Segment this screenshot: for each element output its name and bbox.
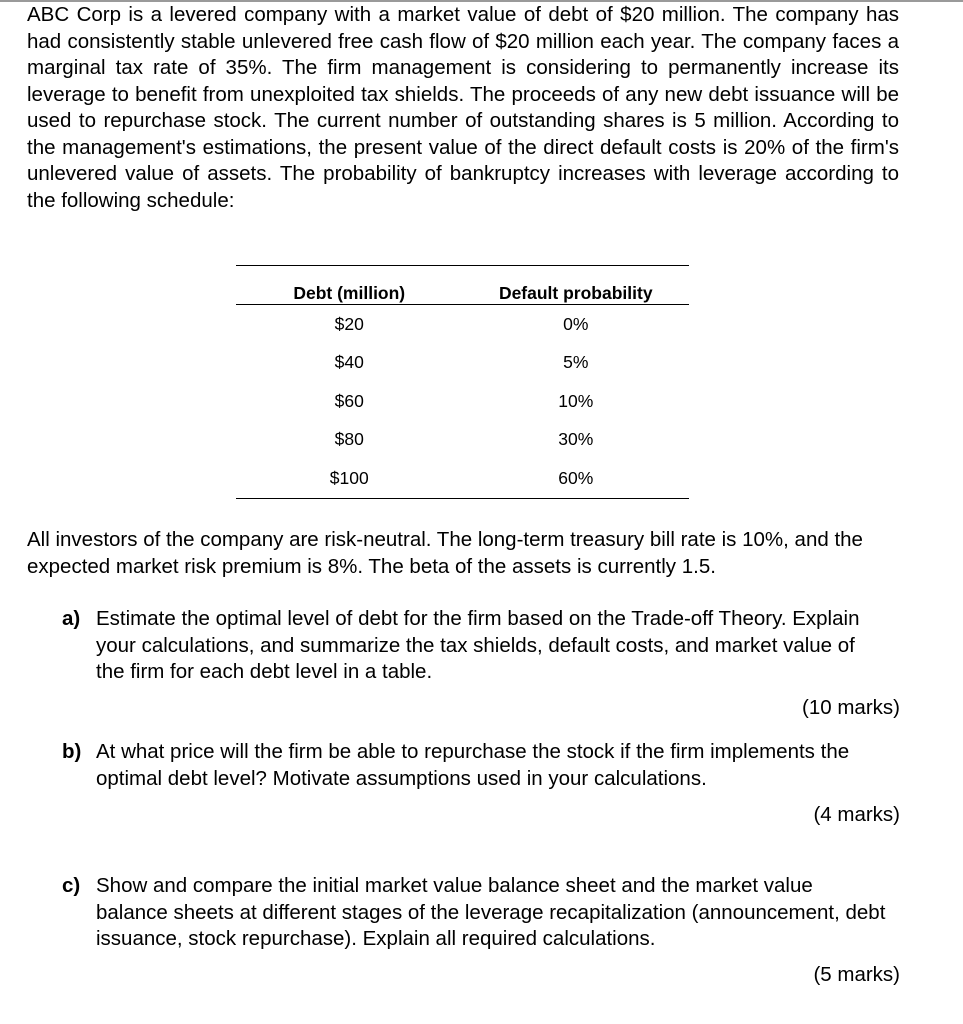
question-c-marks: (5 marks)	[813, 962, 900, 986]
question-c	[62, 873, 900, 988]
schedule-table	[236, 266, 689, 498]
question-b	[62, 739, 900, 829]
question-a	[62, 606, 900, 721]
question-a-letter: a)	[62, 607, 81, 630]
table-row	[236, 344, 689, 383]
table-row	[236, 459, 689, 498]
debt-cell: $60	[334, 390, 364, 411]
question-c-text: Show and compare the initial market value balance sheet and the market value balance sheets at different stages of the leverage recapitalization (announcement, debt issuance, stock repurchase). Explain all required calculations.	[96, 874, 886, 950]
question-b-text: At what price will the firm be able to repurchase the stock if the firm implements the optimal debt level? Motivate assumptions used in your calculations.	[96, 740, 850, 790]
probability-cell: 5%	[563, 352, 589, 373]
probability-cell: 60%	[558, 467, 594, 488]
question-a-text: Estimate the optimal level of debt for the firm based on the Trade-off Theory. Explain your calculations, and summarize the tax shields, default costs, and market value of the firm for each debt level in a table.	[96, 607, 860, 683]
question-a-marks: (10 marks)	[802, 695, 900, 719]
header-probability-label: Default probability	[498, 282, 653, 303]
header-default-probability	[463, 266, 690, 305]
question-b-letter: b)	[62, 740, 82, 763]
question-c-letter: c)	[62, 874, 81, 897]
table-row	[236, 305, 689, 344]
table-header-row	[236, 266, 689, 305]
table-row	[236, 382, 689, 421]
default-probability-table	[236, 265, 689, 499]
question-b-marks: (4 marks)	[813, 803, 900, 826]
header-debt-label: Debt (million)	[293, 282, 406, 303]
debt-cell: $20	[334, 313, 364, 334]
probability-cell: 30%	[558, 429, 594, 450]
probability-cell: 0%	[563, 313, 589, 334]
debt-cell: $40	[334, 352, 364, 373]
header-debt	[236, 266, 463, 305]
intro-paragraph: ABC Corp is a levered company with a market value of debt of $20 million. The company has had consistently stable unlevered free cash flow of $20 million each year. The company faces a marginal tax rate of 35%. The firm management is considering to permanently increase its leverage to benefit from unexploited tax shields. The proceeds of any new debt issuance will be used to repurchase stock. The current number of outstanding shares is 5 million. According to the management's estimations, the present value of the direct default costs is 20% of the firm's unlevered value of assets. The probability of bankruptcy increases with leverage according to the following schedule:	[27, 3, 899, 212]
assumptions-paragraph: All investors of the company are risk-neutral. The long-term treasury bill rate is 10%, and the expected market risk premium is 8%. The beta of the assets is currently 1.5.	[27, 528, 863, 578]
debt-cell: $100	[329, 467, 369, 488]
probability-cell: 10%	[558, 390, 594, 411]
table-row	[236, 421, 689, 460]
debt-cell: $80	[334, 429, 364, 450]
